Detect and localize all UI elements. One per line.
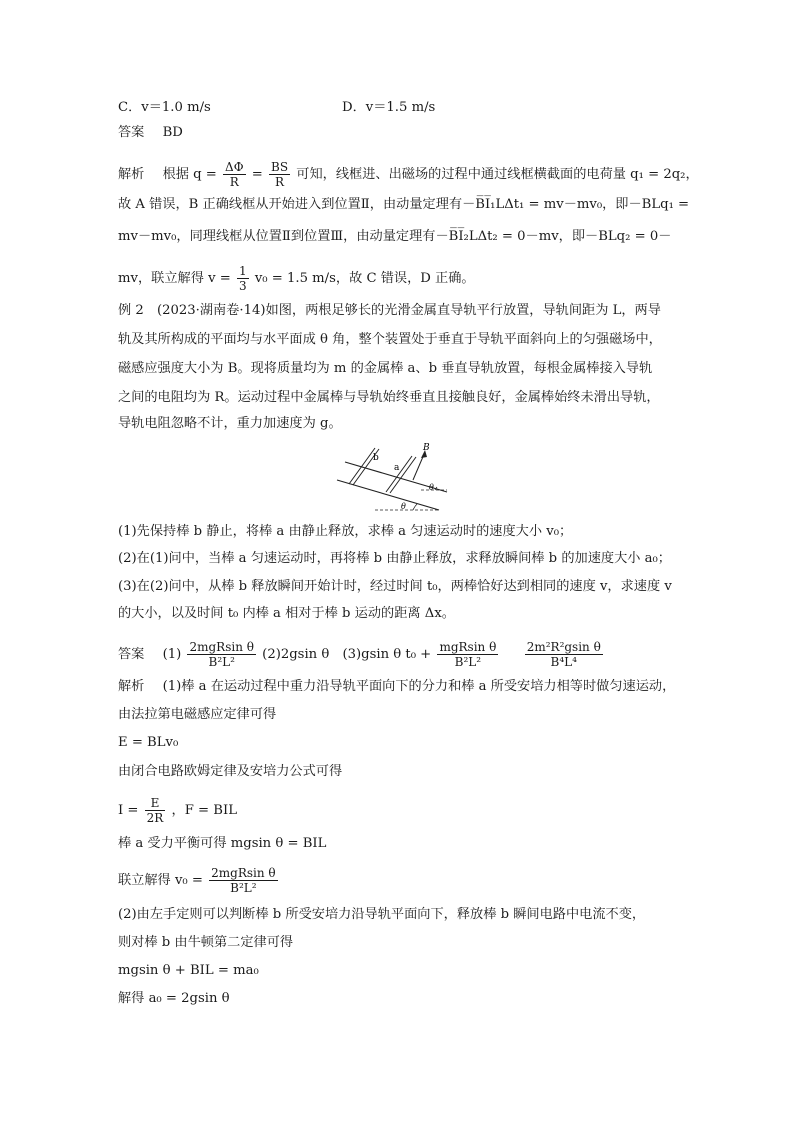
analysis-2-line-3: E = BLv₀ [118, 735, 179, 750]
analysis-1-line-4 [118, 264, 475, 293]
answer-label: 答案 [118, 647, 145, 662]
fraction-numerator: E [145, 796, 166, 811]
analysis-2-line-1 [118, 678, 675, 696]
answer-label: 答案 [118, 125, 145, 140]
fraction-numerator: BS [271, 160, 289, 174]
analysis-2-line-9: 则对棒 b 由牛顿第二定律可得 [118, 935, 294, 950]
fraction-one-third [237, 264, 249, 293]
answer-value: BD [162, 125, 183, 140]
answer-fraction-4 [525, 640, 603, 669]
answer-fraction-1 [187, 640, 256, 669]
fraction-denominator: B²L² [454, 655, 482, 669]
answer-fraction-3 [437, 640, 498, 669]
analysis-text: (1)棒 a 在运动过程中重力沿导轨平面向下的分力和棒 a 所受安培力相等时做匀速运动， [162, 679, 676, 694]
analysis-2-line-4: 由闭合电路欧姆定律及安培力公式可得 [118, 764, 343, 779]
example-2-line-2: 轨及其所构成的平面均与水平面成 θ 角，整个装置处于垂直于导轨平面斜向上的匀强磁场中， [118, 332, 662, 347]
analysis-label: 解析 [118, 679, 145, 694]
analysis-2-line-10: mgsin θ + BIL = ma₀ [118, 963, 259, 978]
label-theta-1: θ [429, 483, 434, 492]
analysis-text: v₀ = 1.5 m/s，故 C 错误，D 正确。 [254, 271, 475, 286]
example-2-line-4: 之间的电阻均为 R。运动过程中金属棒与导轨始终垂直且接触良好，金属棒始终未滑出导轨， [118, 390, 660, 405]
answer-2 [118, 640, 605, 669]
analysis-text: 根据 q = [162, 167, 217, 182]
rails-figure [335, 436, 465, 516]
fraction-denominator: R [275, 175, 285, 189]
fraction-e-2r [145, 796, 166, 825]
analysis-text: ，F = BIL [171, 803, 237, 818]
label-rod-b: b [373, 453, 379, 463]
fraction-denominator: R [229, 175, 239, 189]
fraction-denominator: 3 [238, 279, 247, 293]
question-2: (2)在(1)问中，当棒 a 匀速运动时，再将棒 b 由静止释放，求释放瞬间棒 b 的加速度大小 a₀； [118, 551, 671, 566]
answer-1 [118, 124, 183, 142]
fraction-numerator: mgRsin θ [439, 640, 497, 654]
label-field-b: B [423, 443, 430, 453]
label-theta-2: θ [401, 502, 406, 511]
fraction-numerator: 2mgRsin θ [189, 640, 254, 654]
fraction-bs-r [269, 160, 290, 189]
rod-a [386, 456, 412, 492]
analysis-text: mv，联立解得 v = [118, 271, 231, 286]
fraction-denominator: B⁴L⁴ [550, 655, 577, 669]
analysis-1-line-1 [118, 160, 699, 189]
analysis-2-line-8: (2)由左手定则可以判断棒 b 所受安培力沿导轨平面向下，释放棒 b 瞬间电路中电流不变， [118, 907, 646, 922]
answer-part-1-label: (1) [162, 647, 182, 662]
analysis-2-line-5 [118, 796, 237, 825]
analysis-2-line-2: 由法拉第电磁感应定律可得 [118, 707, 277, 722]
fraction-denominator: B²L² [230, 881, 257, 895]
analysis-text: 联立解得 v₀ = [118, 873, 203, 888]
analysis-label: 解析 [118, 167, 145, 182]
analysis-2-line-7 [118, 866, 280, 895]
fraction-numerator: ΔΦ [225, 160, 244, 174]
example-2-line-3: 磁感应强度大小为 B。现将质量均为 m 的金属棒 a、b 垂直导轨放置，每根金属棒接入导轨 [118, 361, 653, 376]
option-d: D．v＝1.5 m/s [342, 100, 436, 115]
fraction-numerator: 2m²R²gsin θ [526, 640, 601, 654]
question-1: (1)先保持棒 b 静止，将棒 a 由静止释放，求棒 a 匀速运动时的速度大小 v₀； [118, 524, 573, 539]
analysis-2-line-11: 解得 a₀ = 2gsin θ [118, 991, 230, 1006]
option-c: C．v＝1.0 m/s [118, 100, 211, 115]
example-2-line-1: 例 2 (2023·湖南卷·14)如图，两根足够长的光滑金属直导轨平行放置，导轨间距为 L，两导 [118, 303, 661, 318]
label-rod-a: a [394, 463, 400, 473]
fraction-dphi-r [223, 160, 246, 189]
fraction-numerator: 2mgRsin θ [211, 866, 276, 880]
question-3-cont: 的大小，以及时间 t₀ 内棒 a 相对于棒 b 运动的距离 Δx。 [118, 606, 455, 621]
rod-b [349, 448, 375, 484]
fraction-v0 [209, 866, 278, 895]
fraction-numerator: 1 [238, 264, 247, 278]
fraction-denominator: 2R [146, 811, 164, 825]
question-3: (3)在(2)问中，从棒 b 释放瞬间开始计时，经过时间 t₀，两棒恰好达到相同的速度 v，求速度 v [118, 579, 672, 594]
angle-arc-2 [413, 504, 417, 510]
answer-part-2-3: (2)2gsin θ (3)gsin θ t₀ + [262, 647, 432, 662]
analysis-text: 可知，线框进、出磁场的过程中通过线框横截面的电荷量 q₁ = 2q₂， [296, 167, 699, 182]
analysis-2-line-6: 棒 a 受力平衡可得 mgsin θ = BIL [118, 836, 327, 851]
equals-sign: = [251, 167, 263, 182]
analysis-text: I = [118, 803, 139, 818]
analysis-1-line-3: mv－mv₀，同理线框从位置Ⅱ到位置Ⅲ，由动量定理有－B̅I̅₂LΔt₂ = 0－mv，即－BLq₂ = 0－ [118, 229, 672, 244]
lower-rail [337, 480, 439, 510]
example-2-line-5: 导轨电阻忽略不计，重力加速度为 g。 [118, 416, 342, 431]
fraction-denominator: B²L² [208, 655, 235, 669]
analysis-1-line-2: 故 A 错误，B 正确线框从开始进入到位置Ⅱ，由动量定理有－B̅I̅₁LΔt₁ = mv－mv₀，即－BLq₁ = [118, 197, 690, 212]
